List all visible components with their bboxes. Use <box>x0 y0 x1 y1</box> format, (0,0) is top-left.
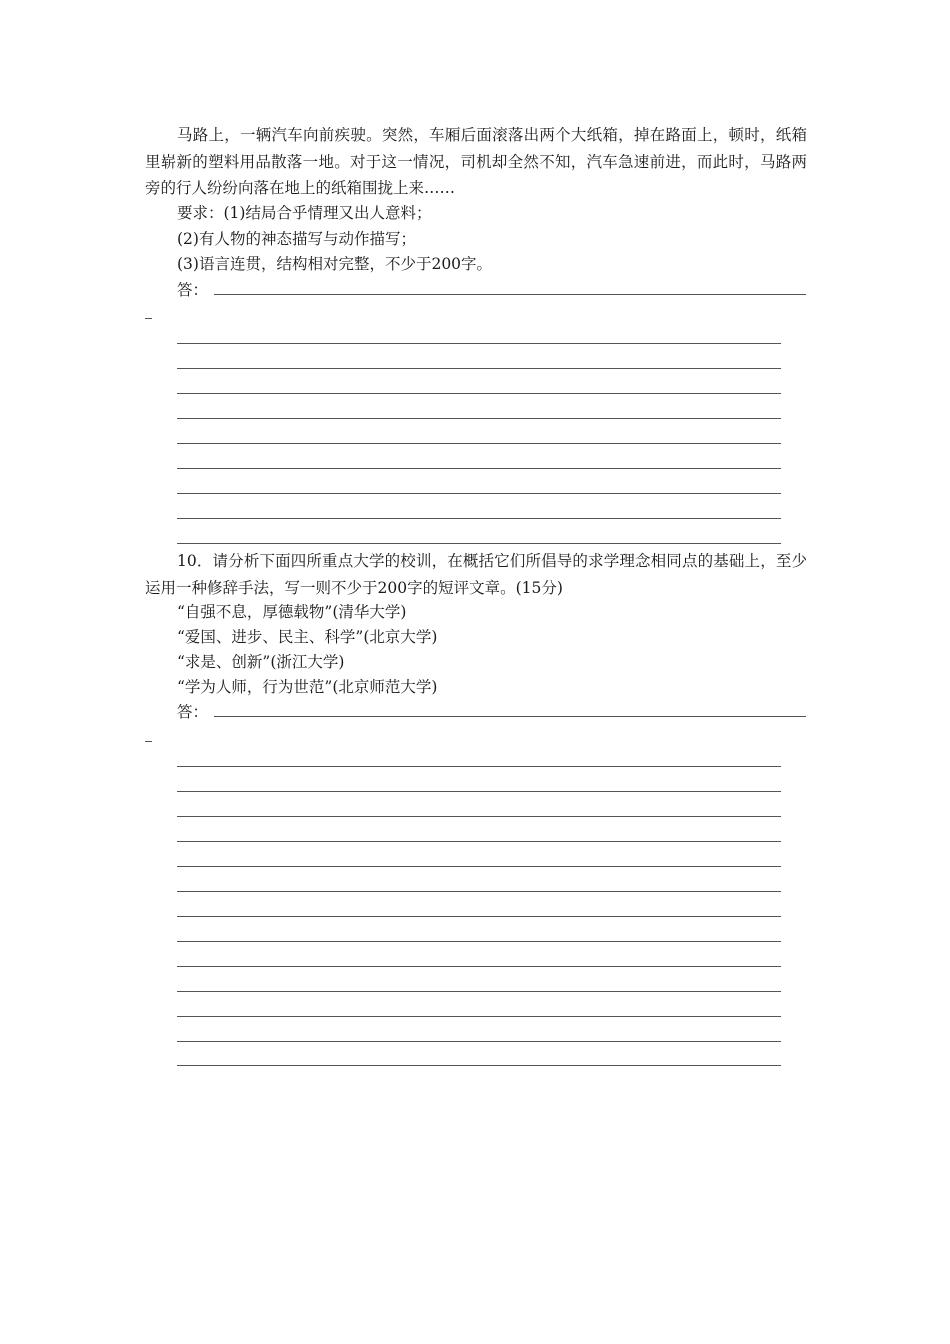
answer-line-overflow <box>145 318 152 319</box>
answer-line <box>177 841 781 842</box>
requirement-3: (3)语言连贯，结构相对完整，不少于200字。 <box>177 255 493 273</box>
answer-line <box>177 1065 781 1066</box>
answer-line <box>177 866 781 867</box>
motto-bnu: “学为人师，行为世范”(北京师范大学) <box>177 678 438 696</box>
answer-line <box>177 393 781 394</box>
answer-first-line <box>214 294 806 295</box>
answer-line <box>177 493 781 494</box>
answer-line <box>177 816 781 817</box>
answer-label-1: 答： <box>177 281 209 299</box>
answer-line <box>177 343 781 344</box>
answer-line <box>177 443 781 444</box>
answer-line <box>177 1041 781 1042</box>
answer-line <box>177 418 781 419</box>
answer-line <box>177 941 781 942</box>
answer-line <box>177 468 781 469</box>
motto-zhejiang: “求是、创新”(浙江大学) <box>177 653 345 671</box>
question-10-prompt: 10．请分析下面四所重点大学的校训，在概括它们所倡导的求学理念相同点的基础上，至少运用一种修辞手法，写一则不少于200字的短评文章。(15分) <box>145 552 807 597</box>
answer-line <box>177 368 781 369</box>
answer-line <box>177 891 781 892</box>
answer-line <box>177 766 781 767</box>
answer-label-2: 答： <box>177 703 209 721</box>
answer-first-line <box>214 716 806 717</box>
motto-tsinghua: “自强不息，厚德载物”(清华大学) <box>177 603 407 621</box>
answer-line <box>177 916 781 917</box>
story-paragraph: 马路上，一辆汽车向前疾驶。突然，车厢后面滚落出两个大纸箱，掉在路面上，顿时，纸箱里崭新的塑料用品散落一地。对于这一情况，司机却全然不知，汽车急速前进，而此时，马路两旁的行人纷纷向落在地上的纸箱围拢上来…… <box>145 126 807 197</box>
requirement-2: (2)有人物的神态描写与动作描写； <box>177 230 416 248</box>
answer-line <box>177 791 781 792</box>
answer-line <box>177 966 781 967</box>
answer-line <box>177 991 781 992</box>
answer-line-overflow <box>145 741 152 742</box>
motto-peking: “爱国、进步、民主、科学”(北京大学) <box>177 628 438 646</box>
answer-line <box>177 1016 781 1017</box>
answer-line <box>177 543 781 544</box>
answer-line <box>177 518 781 519</box>
requirement-1: 要求：(1)结局合乎情理又出人意料； <box>177 204 432 222</box>
